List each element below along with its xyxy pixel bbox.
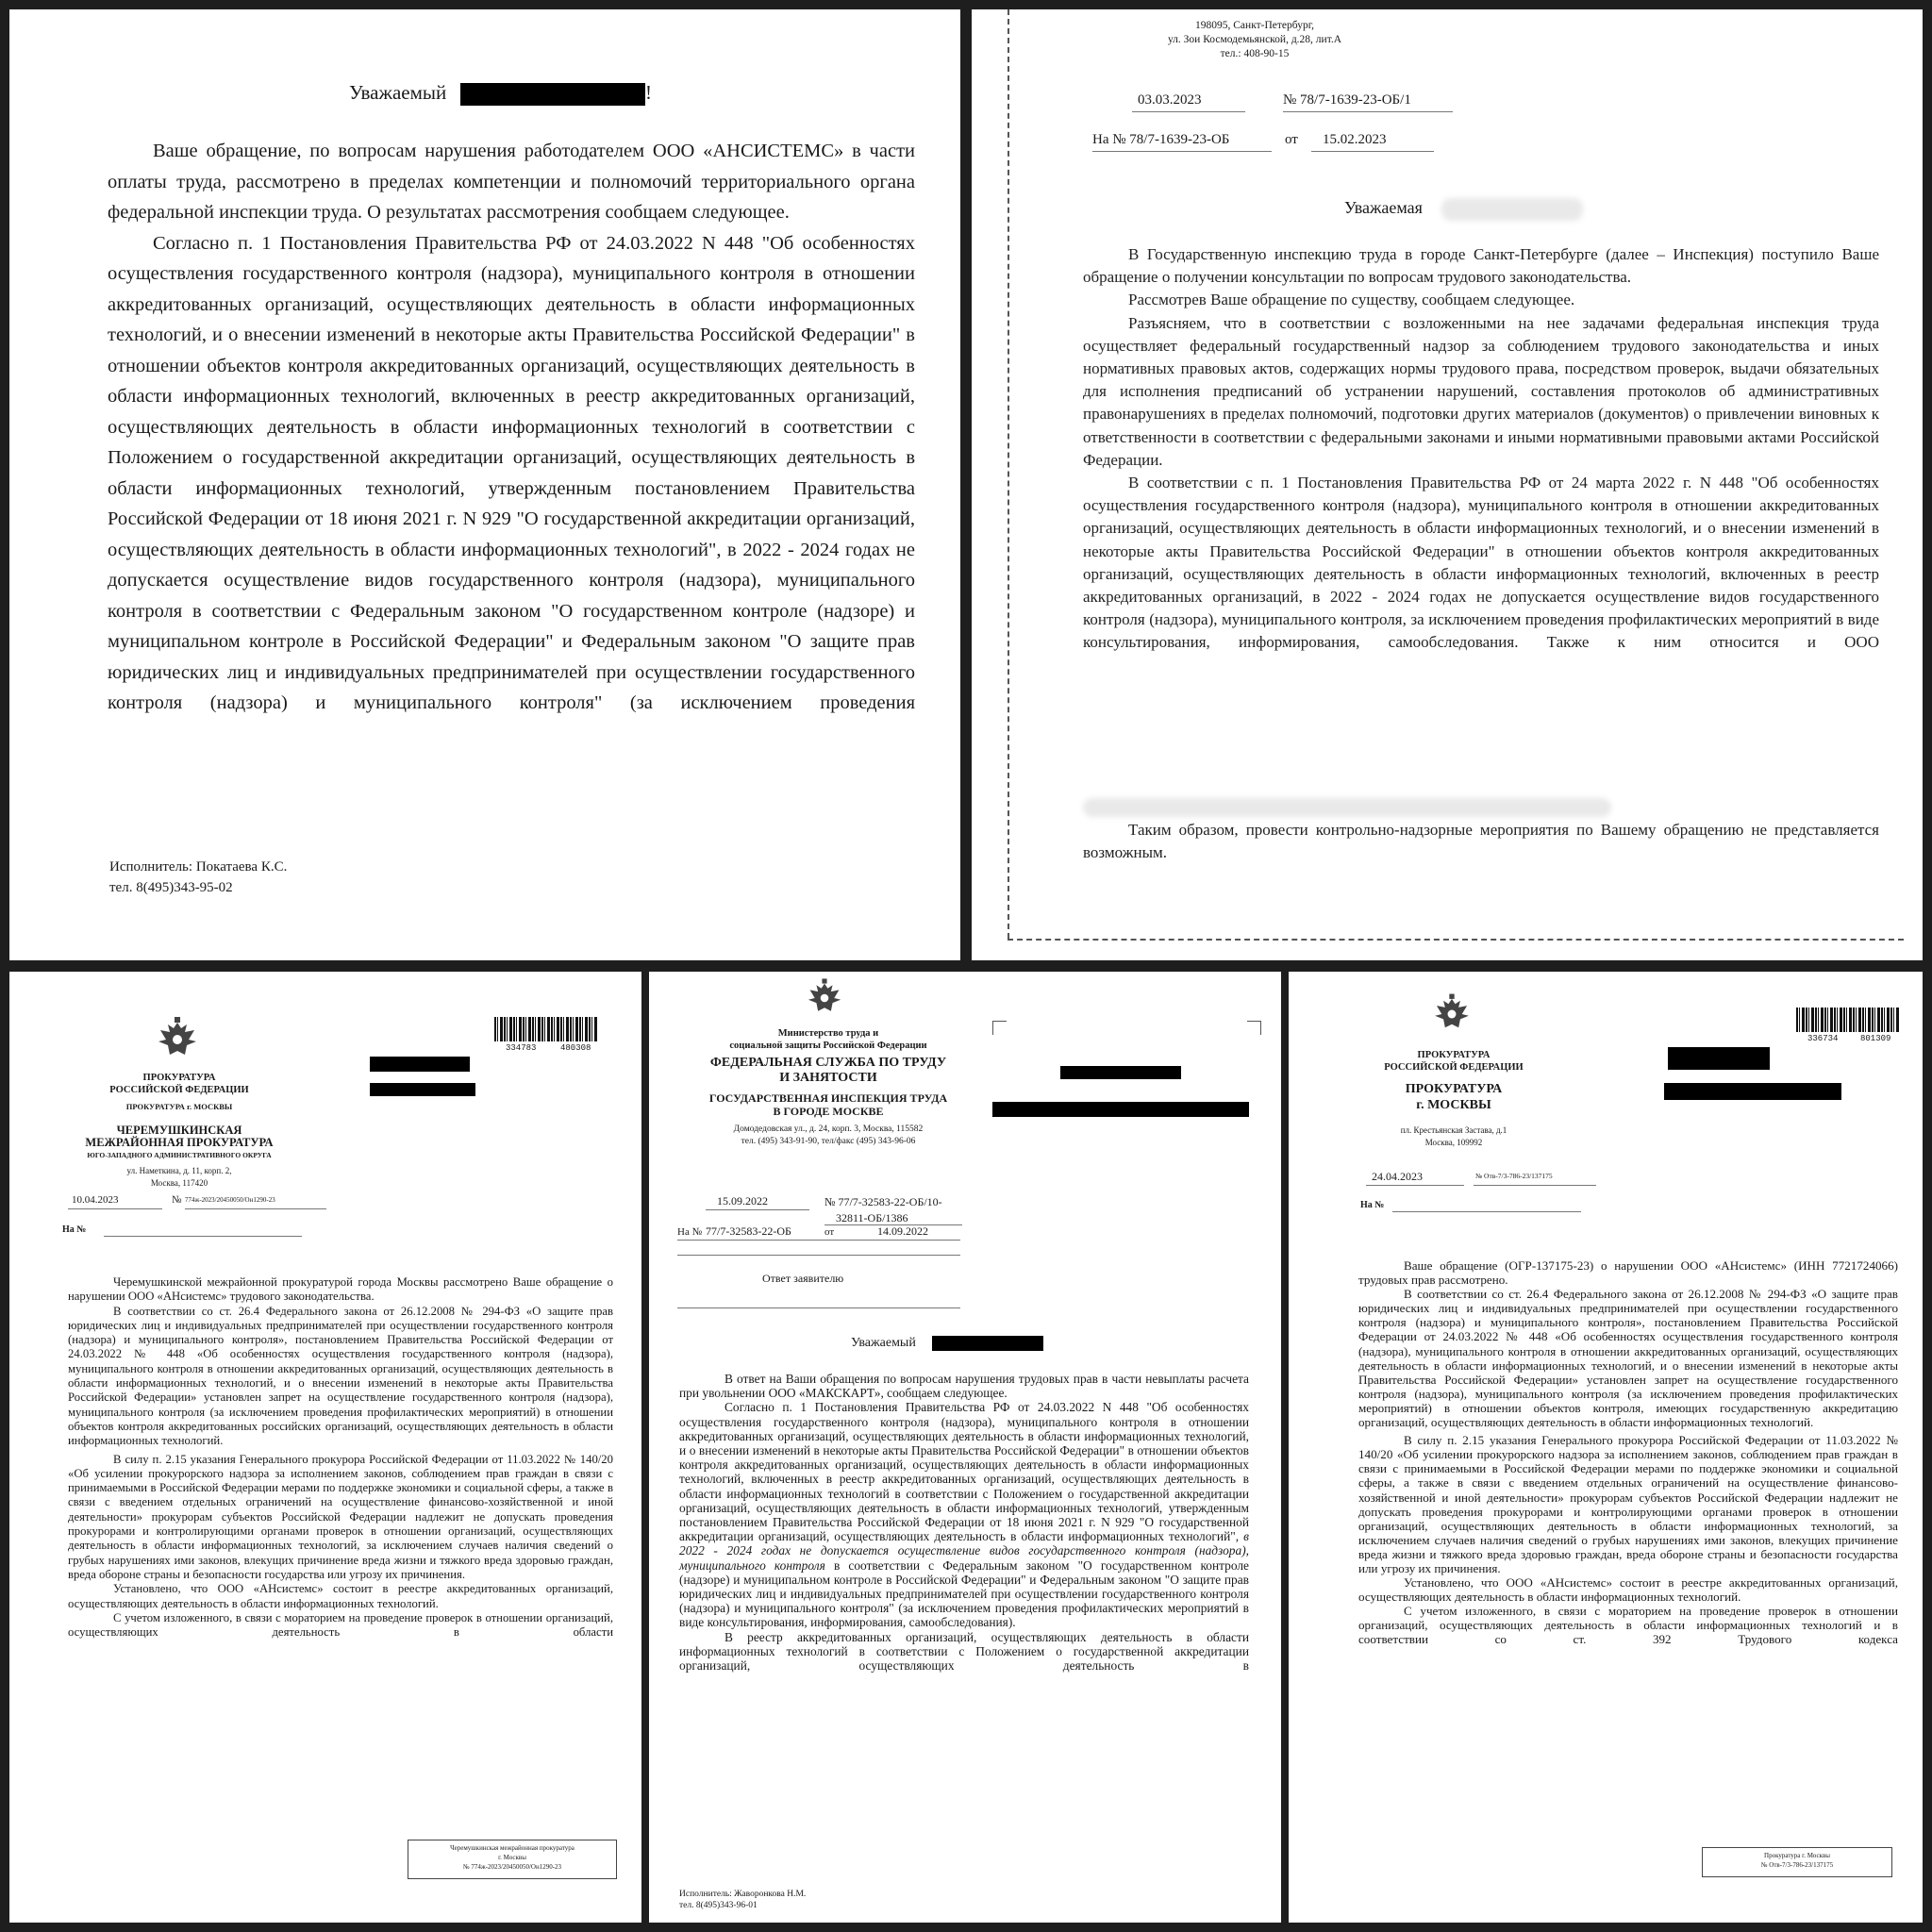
barcode bbox=[1796, 1008, 1900, 1032]
reference-date: 15.02.2023 bbox=[1323, 132, 1387, 147]
scan-border-bottom bbox=[1008, 939, 1904, 941]
letter-panel-labor-inspection-spb bbox=[972, 9, 1923, 960]
underline bbox=[677, 1240, 960, 1241]
redaction-bar bbox=[1668, 1047, 1770, 1070]
paragraph: Установлено, что ООО «АНсистемс» состоит в реестре аккредитованных организаций, осуществляющих деятельность в области информационных технологий. bbox=[1358, 1575, 1898, 1605]
letter-conclusion bbox=[1083, 819, 1879, 864]
double-headed-eagle-icon bbox=[1428, 991, 1475, 1038]
letter-body bbox=[108, 136, 915, 719]
address-line: ул. Зои Космодемьянской, д.28, лит.А bbox=[1167, 34, 1342, 45]
reference-number: 77/7-32583-22-ОБ bbox=[706, 1224, 791, 1238]
executor-phone: тел. 8(495)343-96-01 bbox=[679, 1901, 758, 1910]
letter-date: 24.04.2023 bbox=[1372, 1170, 1423, 1183]
org-line: МЕЖРАЙОННАЯ ПРОКУРАТУРА bbox=[85, 1136, 274, 1149]
letter-number-line: 32811-ОБ/1386 bbox=[836, 1211, 908, 1224]
org-line: ПРОКУРАТУРА bbox=[142, 1073, 216, 1083]
emphasis-text: в 2022 - 2024 годах не допускается осуществление видов государственного контроля (надзора), муниципального контроля bbox=[679, 1529, 1249, 1573]
answer-label: Ответ заявителю bbox=[762, 1272, 844, 1285]
barcode-number-a: 334783 bbox=[506, 1043, 537, 1053]
scan-border-left bbox=[1008, 9, 1009, 939]
address-line: тел.: 408-90-15 bbox=[1220, 48, 1290, 59]
address-line: пл. Крестьянская Застава, д.1 bbox=[1400, 1125, 1507, 1135]
redaction-bar bbox=[992, 1102, 1249, 1117]
underline bbox=[1132, 111, 1245, 112]
underline bbox=[1311, 151, 1434, 152]
org-line: ПРОКУРАТУРА bbox=[1417, 1050, 1491, 1060]
paragraph: Согласно п. 1 Постановления Правительства РФ от 24.03.2022 N 448 "Об особенностях осуществления государственного контроля (надзора), муниципального контроля в отношении аккредитованных организаций, осуществляющих деятельность в области информационных технологий, и о внесении изменений в некоторые акты Правительства Российской Федерации" в отношении объектов контроля аккредитованных организаций, осуществляющих деятельность в области информационных технологий, включенных в реестр аккредитованных организаций, осуществляющих деятельность в области информационных технологий в соответствии с Положением о государственной аккредитации организаций, осуществляющих деятельность в области информационных технологий, утвержденным постановлением Правительства Российской Федерации от 18 июня 2021 г. N 929 "О государственной аккредитации организаций, осуществляющих деятельность в области информационных технологий", в 2022 - 2024 годах не допускается осуществление видов государственного контроля (надзора), муниципального контроля в соответствии с Федеральным законом "О государственном контроле (надзоре) и муниципальном контроле в Российской Федерации" и Федеральным законом "О защите прав юридических лиц и индивидуальных предпринимателей при осуществлении государственного контроля (надзора) и муниципального контроля" (за исключением проведения bbox=[108, 232, 915, 713]
address-line: Москва, 109992 bbox=[1424, 1138, 1483, 1147]
letter-date: 15.09.2022 bbox=[717, 1194, 768, 1208]
executor-name: Исполнитель: Жаворонкова Н.М. bbox=[679, 1890, 807, 1899]
underline bbox=[1474, 1185, 1596, 1186]
letter-panel-moscow-labor-inspection bbox=[649, 972, 1281, 1923]
corner-mark bbox=[1247, 1021, 1261, 1035]
org-line: РОССИЙСКОЙ ФЕДЕРАЦИИ bbox=[109, 1085, 249, 1095]
letter-date: 03.03.2023 bbox=[1138, 92, 1202, 108]
double-headed-eagle-icon bbox=[802, 975, 847, 1021]
paragraph: Установлено, что ООО «АНсистемс» состоит в реестре аккредитованных организаций, осуществляющих деятельность в области информационных технологий. bbox=[68, 1582, 613, 1610]
reference-from: от bbox=[1285, 132, 1298, 147]
salutation-text: Уважаемый bbox=[349, 81, 447, 104]
paragraph-text: в соответствии с Федеральным законом "О государственном контроле (надзоре) и муниципальном контроле в Российской Федерации" и Федеральным законом "О защите прав юридических лиц и индивидуальных предпринимателей при осуществлении государственного контроля (надзора) и муниципального контроля" (за исключением проведения профилактических мероприятий в виде консультирования, информирования, самообследования). bbox=[679, 1557, 1249, 1630]
underline bbox=[677, 1307, 960, 1308]
letter-number bbox=[824, 1194, 942, 1226]
reference-label: На № bbox=[1360, 1200, 1385, 1210]
letter-panel-moscow-prosecutor bbox=[1289, 972, 1923, 1923]
underline bbox=[104, 1236, 302, 1237]
paragraph: В реестр аккредитованных организаций, осуществляющих деятельность в области информационных технологий в соответствии с Положением о государственной аккредитации организаций, осуществляющих деятельность в bbox=[679, 1629, 1249, 1674]
org-header bbox=[1326, 1049, 1581, 1149]
org-header bbox=[687, 1028, 970, 1147]
underline bbox=[68, 1208, 162, 1209]
reference-date: 14.09.2022 bbox=[877, 1224, 928, 1238]
redaction-bar bbox=[370, 1057, 470, 1072]
blurred-company-name bbox=[1083, 798, 1611, 817]
blurred-name bbox=[1441, 198, 1583, 221]
letter-number: № Отв-7/3-786-23/137175 bbox=[1475, 1172, 1553, 1180]
address-line: Домодедовская ул., д. 24, корп. 3, Москва, 115582 bbox=[733, 1124, 924, 1134]
address-line: 198095, Санкт-Петербург, bbox=[1195, 20, 1314, 31]
paragraph: С учетом изложенного, в связи с мораторием на проведение проверок в отношении организаций, осуществляющих деятельность в области bbox=[68, 1610, 613, 1640]
paragraph bbox=[679, 1400, 1249, 1629]
org-line: ГОСУДАРСТВЕННАЯ ИНСПЕКЦИЯ ТРУДА bbox=[708, 1091, 948, 1105]
underline bbox=[1392, 1211, 1581, 1212]
letter-number-line: № 77/7-32583-22-ОБ/10- bbox=[824, 1195, 942, 1208]
address-block bbox=[1132, 19, 1377, 61]
redaction-bar bbox=[370, 1083, 475, 1096]
org-line: Министерство труда и bbox=[777, 1028, 879, 1039]
letter-body bbox=[679, 1372, 1249, 1673]
address-line: тел. (495) 343-91-90, тел/факс (495) 343-96-06 bbox=[741, 1136, 916, 1146]
paragraph: В соответствии с п. 1 Постановления Правительства РФ от 24 марта 2022 г. N 448 "Об особенностях осуществления государственного контроля (надзора), муниципального контроля в отношении аккредитованных организаций, осуществляющих деятельность в области информационных технологий, и о внесении изменений в некоторые акты Правительства Российской Федерации" в отношении объектов контроля аккредитованных организаций, осуществляющих деятельность в области информационных технологий, включенных в реестр аккредитованных организаций, в 2022 - 2024 годах не допускается осуществление видов государственного контроля (надзора), муниципального контроля, за исключением проведения профилактических мероприятий в виде консультирования, информирования, самообследования. Также к ним относится и ООО bbox=[1083, 474, 1879, 652]
org-line: ФЕДЕРАЛЬНАЯ СЛУЖБА ПО ТРУДУ bbox=[709, 1056, 947, 1070]
executor-phone: тел. 8(495)343-95-02 bbox=[109, 880, 233, 895]
reference-from: от bbox=[824, 1226, 835, 1238]
underline bbox=[1092, 151, 1272, 152]
executor-block bbox=[109, 857, 287, 898]
stamp-line: Черемушкинская межрайонная прокуратура bbox=[450, 1844, 575, 1852]
address-line: ул. Наметкина, д. 11, корп. 2, bbox=[126, 1166, 232, 1175]
org-line: ЮГО-ЗАПАДНОГО АДМИНИСТРАТИВНОГО ОКРУГА bbox=[87, 1151, 272, 1159]
underline bbox=[677, 1255, 960, 1256]
number-label: № bbox=[172, 1194, 182, 1206]
org-line: В ГОРОДЕ МОСКВЕ bbox=[773, 1105, 884, 1118]
paragraph: Разъясняем, что в соответствии с возложенными на нее задачами федеральная инспекция труда осуществляет федеральный государственный надзор за соблюдением трудового законодательства и иных нормативных правовых актов, содержащих нормы трудового права, посредством проверок, выдачи обязательных для исполнения предписаний об устранении нарушений, составления протоколов об административных правонарушениях в пределах полномочий, подготовки других материалов (документов) о привлечении виновных к ответственности в соответствии с федеральными законами и иными нормативными правовыми актами Российской Федерации. bbox=[1083, 313, 1879, 469]
paragraph: Черемушкинской межрайонной прокуратурой города Москвы рассмотрено Ваше обращение о нарушении ООО «АНсистемс» трудового законодательства. bbox=[68, 1275, 613, 1304]
paragraph: Ваше обращение (ОГР-137175-23) о нарушении ООО «АНсистемс» (ИНН 7721724066) трудовых прав рассмотрено. bbox=[1358, 1258, 1898, 1288]
paragraph: В соответствии со ст. 26.4 Федерального закона от 26.12.2008 № 294-ФЗ «О защите прав юридических лиц и индивидуальных предпринимателей при осуществлении государственного контроля (надзора) и муниципального контроля», постановлением Правительства Российской Федерации от 24.03.2022 № 448 «Об особенностях осуществления государственного контроля (надзора), муниципального контроля в отношении аккредитованных организаций, осуществляющих деятельность в области информационных технологий, и о внесении изменений в некоторые акты Правительства Российской Федерации» установлен запрет на осуществление государственного контроля (надзора), муниципального контроля (за исключением проведения профилактических мероприятий) в отношении объектов контроля, имеющих государственную аккредитацию организаций, осуществляющих деятельность в области информационных технологий. bbox=[1358, 1287, 1898, 1430]
paragraph-text: Согласно п. 1 Постановления Правительства РФ от 24.03.2022 N 448 "Об особенностях осуществления государственного контроля (надзора), муниципального контроля в отношении аккредитованных организаций, осуществляющих деятельность в области информационных технологий, и о внесении изменений в некоторые акты Правительства Российской Федерации" в отношении объектов контроля аккредитованных организаций, осуществляющих деятельность в области информационных технологий, включенных в реестр аккредитованных организаций, осуществляющих деятельность в области информационных технологий в соответствии с Положением о государственной аккредитации организаций, осуществляющих деятельность в области информационных технологий, утвержденным постановлением Правительства Российской Федерации от 18 июня 2021 г. N 929 "О государственной аккредитации организаций, осуществляющих деятельность в области информационных технологий", bbox=[679, 1400, 1249, 1544]
corner-mark bbox=[992, 1021, 1007, 1035]
address-line: Москва, 117420 bbox=[150, 1178, 208, 1188]
underline bbox=[185, 1208, 326, 1209]
letter-panel-labor-inspection-1 bbox=[9, 9, 960, 960]
paragraph: В соответствии со ст. 26.4 Федерального закона от 26.12.2008 № 294-ФЗ «О защите прав юридических лиц и индивидуальных предпринимателей при осуществлении государственного контроля (надзора) и муниципального контроля», постановлением Правительства Российской Федерации от 24.03.2022 № 448 «Об особенностях осуществления государственного контроля (надзора), муниципального контроля в отношении аккредитованных организаций, осуществляющих деятельность в области информационных технологий, и о внесении изменений в некоторые акты Правительства Российской Федерации» установлен запрет на осуществление государственного контроля (надзора), муниципального контроля (за исключением проведения профилактических мероприятий) в отношении объектов контроля аккредитованных российских организаций, осуществляющих деятельность в области информационных технологий. bbox=[68, 1304, 613, 1448]
letter-body bbox=[1358, 1258, 1898, 1647]
registration-stamp bbox=[1702, 1847, 1892, 1877]
executor-name: Исполнитель: Покатаева К.С. bbox=[109, 859, 288, 874]
barcode-number-b: 480308 bbox=[560, 1043, 591, 1053]
org-line: ПРОКУРАТУРА г. МОСКВЫ bbox=[125, 1102, 233, 1111]
paragraph: Рассмотрев Ваше обращение по существу, сообщаем следующее. bbox=[1128, 291, 1575, 309]
stamp-line: № Отв-7/3-786-23/137175 bbox=[1760, 1861, 1834, 1869]
stamp-line: г. Москвы bbox=[498, 1854, 526, 1861]
letter-panel-cheremushki-prosecutor bbox=[9, 972, 641, 1923]
salutation bbox=[349, 81, 446, 105]
redaction-bar bbox=[1664, 1083, 1841, 1100]
double-headed-eagle-icon bbox=[151, 1013, 204, 1066]
reference-number: На № 78/7-1639-23-ОБ bbox=[1092, 132, 1230, 147]
stamp-line: № 774ж-2023/20450050/Он1290-23 bbox=[462, 1863, 562, 1871]
salutation: Уважаемая bbox=[1344, 198, 1423, 217]
paragraph: Таким образом, провести контрольно-надзорные мероприятия по Вашему обращению не представляется возможным. bbox=[1083, 821, 1879, 862]
org-line: ЧЕРЕМУШКИНСКАЯ bbox=[116, 1124, 242, 1137]
paragraph: В ответ на Ваши обращения по вопросам нарушения трудовых прав в части невыплаты расчета при увольнении ООО «МАКСКАРТ», сообщаем следующее. bbox=[679, 1372, 1249, 1401]
letter-date: 10.04.2023 bbox=[72, 1194, 119, 1206]
redaction-bar bbox=[460, 83, 645, 106]
stamp-line: Прокуратура г. Москвы bbox=[1764, 1852, 1830, 1859]
paragraph: В Государственную инспекцию труда в городе Санкт-Петербурге (далее – Инспекция) поступило Ваше обращение о получении консультации по вопросам трудового законодательства. bbox=[1083, 245, 1879, 287]
letter-body bbox=[1083, 243, 1879, 655]
paragraph: В силу п. 2.15 указания Генерального прокурора Российской Федерации от 11.03.2022 № 140/20 «Об усилении прокурорского надзора за исполнением законов, соблюдением прав граждан в связи с принимаемыми в Российской Федерации мерами по поддержке экономики и социальной сферы, а также в связи с введением отдельных ограничений на осуществление финансово-хозяйственной и иной деятельности» прокурорам субъектов Российской Федерации надлежит не допускать проведения прокурорами и контролирующими органами проверок в отношении организаций, осуществляющих деятельность в области информационных технологий, за исключением случаев наличия сведений о грубых нарушениях ими законов, влекущих причинение вреда жизни и тяжкого вреда здоровью граждан, вреда обороне страны и безопасности государства или угрозу их причинения. bbox=[68, 1452, 613, 1581]
underline bbox=[1283, 111, 1453, 112]
redaction-bar bbox=[1060, 1066, 1181, 1079]
letter-number: № 78/7-1639-23-ОБ/1 bbox=[1283, 92, 1411, 108]
org-line: И ЗАНЯТОСТИ bbox=[779, 1071, 877, 1085]
reference-label: На № bbox=[677, 1226, 703, 1238]
barcode bbox=[494, 1017, 598, 1041]
letter-number: 774ж-2023/20450050/Он1290-23 bbox=[185, 1196, 275, 1204]
executor-block bbox=[679, 1889, 806, 1911]
org-line: социальной защиты Российской Федерации bbox=[729, 1040, 927, 1051]
underline bbox=[1366, 1185, 1464, 1186]
org-line: ПРОКУРАТУРА bbox=[1405, 1082, 1503, 1096]
org-line: РОССИЙСКОЙ ФЕДЕРАЦИИ bbox=[1384, 1062, 1524, 1073]
salutation-end: ! bbox=[645, 81, 652, 104]
reference-label: На № bbox=[62, 1224, 87, 1235]
paragraph: Ваше обращение, по вопросам нарушения работодателем ООО «АНСИСТЕМС» в части оплаты труда, рассмотрено в пределах компетенции и полномочий территориального органа федеральной инспекции труда. О результатах рассмотрения сообщаем следующее. bbox=[108, 141, 915, 223]
org-line: г. МОСКВЫ bbox=[1416, 1098, 1491, 1112]
redaction-bar bbox=[932, 1336, 1043, 1351]
registration-stamp bbox=[408, 1840, 617, 1879]
barcode-number-a: 336734 bbox=[1807, 1034, 1839, 1043]
paragraph: С учетом изложенного, в связи с мораторием на проведение проверок в отношении организаций, осуществляющих деятельность в области информационных технологий и в соответствии со ст. 392 Трудового кодекса bbox=[1358, 1604, 1898, 1647]
paragraph: В силу п. 2.15 указания Генерального прокурора Российской Федерации от 11.03.2022 № 140/20 «Об усилении прокурорского надзора за исполнением законов, соблюдением прав граждан в связи с принимаемыми в Российской Федерации мерами по поддержке экономики и социальной сферы, а также в связи с введением отдельных ограничений на осуществление финансово-хозяйственной и иной деятельности» прокурорам субъектов Российской Федерации надлежит не допускать проведения прокурорами и контролирующими органами проверок в отношении организаций, осуществляющих деятельность в области информационных технологий, за исключением случаев наличия сведений о грубых нарушениях ими законов, влекущих причинение вреда жизни и тяжкого вреда здоровью граждан, вреда обороне страны и безопасности государства или угрозу их причинения. bbox=[1358, 1433, 1898, 1575]
letter-body bbox=[68, 1275, 613, 1640]
salutation: Уважаемый bbox=[851, 1336, 916, 1350]
underline bbox=[706, 1209, 809, 1210]
barcode-number-b: 801309 bbox=[1860, 1034, 1891, 1043]
org-header bbox=[47, 1072, 311, 1190]
